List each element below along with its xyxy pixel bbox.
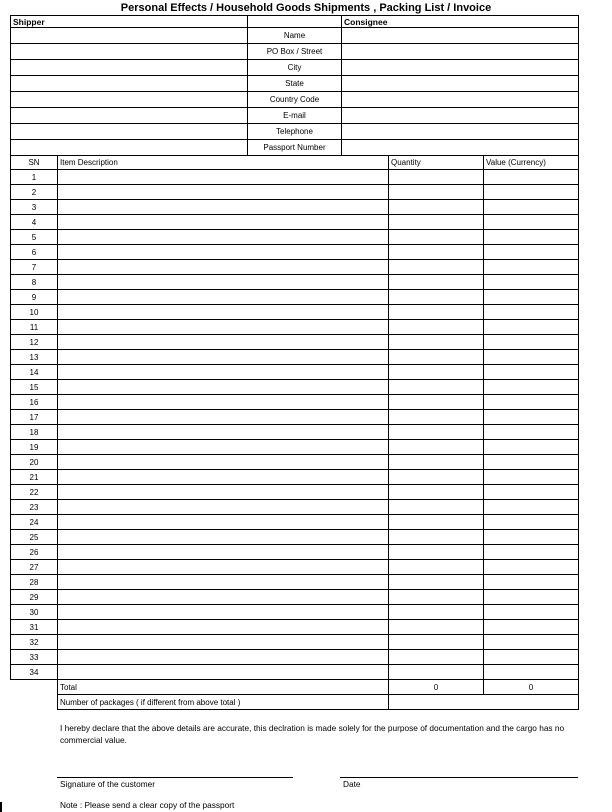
item-value-cell[interactable]	[484, 515, 579, 530]
item-quantity-cell[interactable]	[389, 395, 484, 410]
item-row	[11, 305, 579, 320]
item-row	[11, 365, 579, 380]
packages-row	[11, 695, 579, 710]
item-quantity-cell[interactable]	[389, 515, 484, 530]
item-row	[11, 485, 579, 500]
item-row	[11, 620, 579, 635]
item-description-cell[interactable]	[58, 440, 389, 455]
item-value-cell[interactable]	[484, 410, 579, 425]
item-row	[11, 425, 579, 440]
item-value-cell[interactable]	[484, 455, 579, 470]
item-row	[11, 605, 579, 620]
total-row	[11, 680, 579, 695]
party-field-label: Telephone	[248, 124, 342, 140]
item-value-cell[interactable]	[484, 170, 579, 185]
item-description-cell[interactable]	[58, 290, 389, 305]
item-quantity-cell[interactable]	[389, 500, 484, 515]
item-quantity-cell[interactable]	[389, 290, 484, 305]
item-description-cell[interactable]	[58, 395, 389, 410]
item-description-cell[interactable]	[58, 575, 389, 590]
item-row	[11, 335, 579, 350]
items-table	[10, 155, 579, 710]
item-sn: 16	[11, 395, 58, 410]
item-quantity-cell[interactable]	[389, 365, 484, 380]
passport-note: Note : Please send a clear copy of the passport	[60, 800, 235, 810]
item-value-cell[interactable]	[484, 590, 579, 605]
consignee-input-cell[interactable]	[342, 76, 579, 92]
item-value-cell[interactable]	[484, 200, 579, 215]
item-value-cell[interactable]	[484, 500, 579, 515]
party-field-label: Country Code	[248, 92, 342, 108]
item-description-cell[interactable]	[58, 365, 389, 380]
sn-header: SN	[11, 156, 58, 170]
item-value-cell[interactable]	[484, 665, 579, 680]
item-value-cell[interactable]	[484, 605, 579, 620]
item-row	[11, 500, 579, 515]
item-row	[11, 455, 579, 470]
item-sn: 6	[11, 245, 58, 260]
item-value-cell[interactable]	[484, 530, 579, 545]
party-field-row	[11, 140, 579, 156]
item-quantity-cell[interactable]	[389, 245, 484, 260]
item-quantity-cell[interactable]	[389, 380, 484, 395]
consignee-input-cell[interactable]	[342, 140, 579, 156]
item-sn: 24	[11, 515, 58, 530]
item-value-cell[interactable]	[484, 635, 579, 650]
packages-spacer	[11, 695, 58, 710]
item-sn: 25	[11, 530, 58, 545]
party-field-label: E-mail	[248, 108, 342, 124]
item-row	[11, 410, 579, 425]
item-row	[11, 350, 579, 365]
packages-label: Number of packages ( if different from above total )	[58, 695, 389, 710]
item-row	[11, 260, 579, 275]
item-value-cell[interactable]	[484, 185, 579, 200]
item-value-cell[interactable]	[484, 350, 579, 365]
item-description-cell[interactable]	[58, 560, 389, 575]
item-row	[11, 650, 579, 665]
item-sn: 9	[11, 290, 58, 305]
declaration-text: I hereby declare that the above details are accurate, this declration is made solely for the purpose of documentation and the cargo has no commercial value.	[60, 723, 565, 745]
item-sn: 5	[11, 230, 58, 245]
item-sn: 29	[11, 590, 58, 605]
item-sn: 19	[11, 440, 58, 455]
page-title: Personal Effects / Household Goods Shipments , Packing List / Invoice	[120, 2, 492, 14]
item-value-cell[interactable]	[484, 275, 579, 290]
item-description-cell[interactable]	[58, 500, 389, 515]
item-description-cell[interactable]	[58, 425, 389, 440]
total-spacer	[11, 680, 58, 695]
item-value-cell[interactable]	[484, 620, 579, 635]
item-value-cell[interactable]	[484, 290, 579, 305]
item-quantity-cell[interactable]	[389, 620, 484, 635]
item-value-cell[interactable]	[484, 380, 579, 395]
item-sn: 17	[11, 410, 58, 425]
consignee-input-cell[interactable]	[342, 124, 579, 140]
party-field-row	[11, 28, 579, 44]
item-row	[11, 215, 579, 230]
quantity-header: Quantity	[389, 156, 484, 170]
signature-line[interactable]	[57, 777, 293, 778]
item-sn: 27	[11, 560, 58, 575]
item-sn: 21	[11, 470, 58, 485]
item-sn: 13	[11, 350, 58, 365]
item-sn: 18	[11, 425, 58, 440]
shipper-input-cell[interactable]	[11, 124, 248, 140]
shipper-input-cell[interactable]	[11, 108, 248, 124]
item-quantity-cell[interactable]	[389, 230, 484, 245]
item-quantity-cell[interactable]	[389, 455, 484, 470]
item-sn: 20	[11, 455, 58, 470]
item-quantity-cell[interactable]	[389, 170, 484, 185]
item-quantity-cell[interactable]	[389, 560, 484, 575]
item-description-cell[interactable]	[58, 470, 389, 485]
consignee-input-cell[interactable]	[342, 28, 579, 44]
consignee-input-cell[interactable]	[342, 92, 579, 108]
item-sn: 10	[11, 305, 58, 320]
value-header: Value (Currency)	[484, 156, 579, 170]
shipper-input-cell[interactable]	[11, 44, 248, 60]
item-row	[11, 560, 579, 575]
party-header-spacer	[248, 16, 342, 28]
party-field-row	[11, 108, 579, 124]
item-sn: 33	[11, 650, 58, 665]
party-header-row	[11, 16, 579, 28]
item-row	[11, 380, 579, 395]
item-row	[11, 665, 579, 680]
item-description-cell[interactable]	[58, 230, 389, 245]
item-description-cell[interactable]	[58, 620, 389, 635]
item-sn: 34	[11, 665, 58, 680]
item-row	[11, 530, 579, 545]
item-quantity-cell[interactable]	[389, 410, 484, 425]
item-row	[11, 515, 579, 530]
party-field-row	[11, 76, 579, 92]
item-value-cell[interactable]	[484, 560, 579, 575]
item-sn: 28	[11, 575, 58, 590]
item-quantity-cell[interactable]	[389, 650, 484, 665]
consignee-input-cell[interactable]	[342, 108, 579, 124]
item-row	[11, 170, 579, 185]
item-row	[11, 440, 579, 455]
item-sn: 14	[11, 365, 58, 380]
item-quantity-cell[interactable]	[389, 575, 484, 590]
consignee-label: Consignee	[342, 16, 579, 28]
party-field-label: City	[248, 60, 342, 76]
item-sn: 31	[11, 620, 58, 635]
item-quantity-cell[interactable]	[389, 215, 484, 230]
item-value-cell[interactable]	[484, 440, 579, 455]
item-description-cell[interactable]	[58, 650, 389, 665]
item-description-cell[interactable]	[58, 665, 389, 680]
item-description-cell[interactable]	[58, 200, 389, 215]
item-quantity-cell[interactable]	[389, 350, 484, 365]
item-value-cell[interactable]	[484, 425, 579, 440]
total-value: 0	[484, 680, 579, 695]
item-sn: 3	[11, 200, 58, 215]
total-label: Total	[58, 680, 389, 695]
item-sn: 30	[11, 605, 58, 620]
item-value-cell[interactable]	[484, 260, 579, 275]
item-row	[11, 470, 579, 485]
date-line[interactable]	[340, 777, 578, 778]
item-quantity-cell[interactable]	[389, 485, 484, 500]
item-description-cell[interactable]	[58, 455, 389, 470]
item-quantity-cell[interactable]	[389, 605, 484, 620]
party-field-row	[11, 60, 579, 76]
item-value-cell[interactable]	[484, 305, 579, 320]
item-sn: 2	[11, 185, 58, 200]
item-description-cell[interactable]	[58, 305, 389, 320]
party-field-row	[11, 124, 579, 140]
item-value-cell[interactable]	[484, 650, 579, 665]
total-quantity: 0	[389, 680, 484, 695]
item-description-cell[interactable]	[58, 530, 389, 545]
party-field-label: Name	[248, 28, 342, 44]
item-value-cell[interactable]	[484, 395, 579, 410]
party-field-label: PO Box / Street	[248, 44, 342, 60]
item-description-cell[interactable]	[58, 515, 389, 530]
item-quantity-cell[interactable]	[389, 200, 484, 215]
item-description-cell[interactable]	[58, 590, 389, 605]
item-quantity-cell[interactable]	[389, 185, 484, 200]
shipper-input-cell[interactable]	[11, 28, 248, 44]
item-value-cell[interactable]	[484, 245, 579, 260]
party-field-row	[11, 92, 579, 108]
description-header: Item Description	[58, 156, 389, 170]
item-sn: 22	[11, 485, 58, 500]
item-row	[11, 230, 579, 245]
item-value-cell[interactable]	[484, 365, 579, 380]
party-field-label: Passport Number	[248, 140, 342, 156]
item-sn: 1	[11, 170, 58, 185]
shipper-input-cell[interactable]	[11, 92, 248, 108]
item-quantity-cell[interactable]	[389, 545, 484, 560]
item-value-cell[interactable]	[484, 470, 579, 485]
item-sn: 8	[11, 275, 58, 290]
signature-label: Signature of the customer	[60, 779, 156, 789]
item-value-cell[interactable]	[484, 335, 579, 350]
item-quantity-cell[interactable]	[389, 470, 484, 485]
margin-mark	[0, 802, 2, 812]
party-field-row	[11, 44, 579, 60]
item-description-cell[interactable]	[58, 380, 389, 395]
item-quantity-cell[interactable]	[389, 530, 484, 545]
item-value-cell[interactable]	[484, 545, 579, 560]
consignee-input-cell[interactable]	[342, 44, 579, 60]
item-sn: 12	[11, 335, 58, 350]
item-quantity-cell[interactable]	[389, 305, 484, 320]
item-description-cell[interactable]	[58, 410, 389, 425]
item-row	[11, 395, 579, 410]
item-description-cell[interactable]	[58, 260, 389, 275]
shipper-input-cell[interactable]	[11, 60, 248, 76]
shipper-input-cell[interactable]	[11, 140, 248, 156]
item-quantity-cell[interactable]	[389, 335, 484, 350]
consignee-input-cell[interactable]	[342, 60, 579, 76]
shipper-label: Shipper	[11, 16, 248, 28]
item-sn: 11	[11, 320, 58, 335]
item-description-cell[interactable]	[58, 275, 389, 290]
item-row	[11, 590, 579, 605]
item-quantity-cell[interactable]	[389, 275, 484, 290]
item-quantity-cell[interactable]	[389, 590, 484, 605]
item-value-cell[interactable]	[484, 575, 579, 590]
item-quantity-cell[interactable]	[389, 425, 484, 440]
party-field-label: State	[248, 76, 342, 92]
item-value-cell[interactable]	[484, 320, 579, 335]
item-sn: 32	[11, 635, 58, 650]
item-description-cell[interactable]	[58, 545, 389, 560]
item-row	[11, 575, 579, 590]
item-sn: 4	[11, 215, 58, 230]
item-quantity-cell[interactable]	[389, 260, 484, 275]
party-details-table	[10, 15, 579, 156]
item-quantity-cell[interactable]	[389, 320, 484, 335]
item-row	[11, 185, 579, 200]
item-quantity-cell[interactable]	[389, 440, 484, 455]
item-row	[11, 320, 579, 335]
item-description-cell[interactable]	[58, 170, 389, 185]
item-description-cell[interactable]	[58, 335, 389, 350]
item-description-cell[interactable]	[58, 215, 389, 230]
item-quantity-cell[interactable]	[389, 665, 484, 680]
item-row	[11, 275, 579, 290]
item-value-cell[interactable]	[484, 230, 579, 245]
item-sn: 23	[11, 500, 58, 515]
item-row	[11, 545, 579, 560]
item-quantity-cell[interactable]	[389, 635, 484, 650]
item-description-cell[interactable]	[58, 245, 389, 260]
item-description-cell[interactable]	[58, 635, 389, 650]
item-sn: 15	[11, 380, 58, 395]
item-sn: 7	[11, 260, 58, 275]
item-description-cell[interactable]	[58, 320, 389, 335]
packages-input-cell[interactable]	[389, 695, 579, 710]
date-label: Date	[343, 779, 361, 789]
item-row	[11, 200, 579, 215]
item-row	[11, 290, 579, 305]
item-description-cell[interactable]	[58, 350, 389, 365]
item-value-cell[interactable]	[484, 215, 579, 230]
item-description-cell[interactable]	[58, 605, 389, 620]
shipper-input-cell[interactable]	[11, 76, 248, 92]
item-row	[11, 245, 579, 260]
items-header-row	[11, 156, 579, 170]
item-description-cell[interactable]	[58, 485, 389, 500]
item-sn: 26	[11, 545, 58, 560]
item-value-cell[interactable]	[484, 485, 579, 500]
item-row	[11, 635, 579, 650]
item-description-cell[interactable]	[58, 185, 389, 200]
